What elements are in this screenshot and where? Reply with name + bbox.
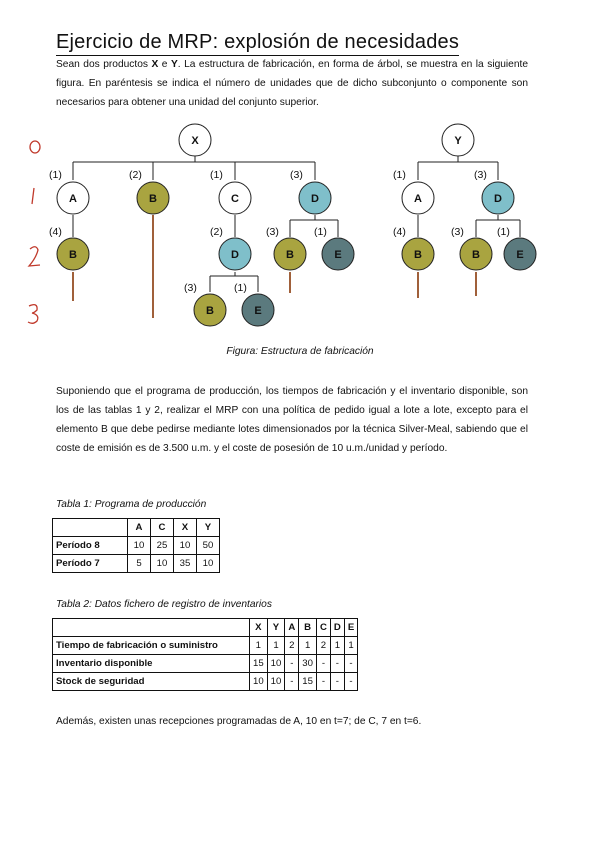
table-cell: -: [344, 673, 357, 691]
table-cell: 10: [267, 673, 285, 691]
qty-label: (4): [49, 226, 62, 238]
row-label: Inventario disponible: [53, 655, 250, 673]
table-cell: -: [330, 673, 344, 691]
qty-label: (3): [184, 282, 197, 294]
table-row: [53, 637, 358, 655]
inventory-table: [52, 618, 358, 691]
structure-figure: [0, 118, 600, 338]
qty-label: (1): [234, 282, 247, 294]
qty-label: (3): [290, 169, 303, 181]
qty-label: (2): [129, 169, 142, 181]
table-cell: 50: [197, 537, 220, 555]
level-marks: [28, 141, 40, 323]
table-cell: -: [344, 655, 357, 673]
qty-label: (3): [266, 226, 279, 238]
problem-paragraph: [56, 382, 528, 458]
table-cell: 1: [344, 637, 357, 655]
table-header-cell: X: [174, 519, 197, 537]
table-header-row: [53, 519, 220, 537]
table-cell: 1: [299, 637, 317, 655]
level-mark-3: [28, 305, 38, 324]
table-cell: 2: [316, 637, 330, 655]
table-cell: 10: [151, 555, 174, 573]
table-cell: 1: [250, 637, 268, 655]
qty-label: (3): [474, 169, 487, 181]
qty-label: (1): [497, 226, 510, 238]
table-header-cell: C: [151, 519, 174, 537]
table-cell: -: [316, 655, 330, 673]
product-y: Y: [170, 59, 178, 70]
level-mark-0: [30, 141, 40, 153]
table-cell: 15: [250, 655, 268, 673]
table-header-cell: A: [128, 519, 151, 537]
node-label: D: [311, 193, 319, 205]
intro-before: Sean dos productos: [56, 59, 152, 70]
table-cell: -: [285, 673, 299, 691]
node-label: D: [494, 193, 502, 205]
table-row: [53, 655, 358, 673]
node-label: B: [69, 249, 77, 261]
qty-label: (1): [210, 169, 223, 181]
table-header-cell: C: [316, 619, 330, 637]
table-header-cell: Y: [267, 619, 285, 637]
node-label: B: [472, 249, 480, 261]
row-label: Período 8: [53, 537, 128, 555]
table-row: [53, 673, 358, 691]
intro-after: . La estructura de fabricación, en forma de árbol, se muestra en la siguiente figura. En paréntesis se indica el número de unidades que de dicho subconjunto o componente son necesarios para obtener una unidad del conjunto superior.: [56, 59, 529, 108]
qty-label: (1): [314, 226, 327, 238]
node-label: B: [206, 305, 214, 317]
qty-label: (2): [210, 226, 223, 238]
table-row: [53, 555, 220, 573]
table-corner-cell: [53, 619, 250, 637]
table-cell: 5: [128, 555, 151, 573]
level-mark-1: [32, 188, 34, 204]
table-header-row: [53, 619, 358, 637]
node-label: E: [254, 305, 262, 317]
table-cell: 35: [174, 555, 197, 573]
table-cell: -: [330, 655, 344, 673]
table-cell: 10: [267, 655, 285, 673]
row-label: Período 7: [53, 555, 128, 573]
table2-caption: Tabla 2: Datos fichero de registro de inventarios: [56, 599, 272, 610]
table-header-cell: X: [250, 619, 268, 637]
production-table: [52, 518, 220, 573]
node-label: B: [414, 249, 422, 261]
node-label: D: [231, 249, 239, 261]
table-cell: 10: [128, 537, 151, 555]
qty-label: (1): [49, 169, 62, 181]
table-cell: 1: [330, 637, 344, 655]
table-cell: 2: [285, 637, 299, 655]
node-label: E: [516, 249, 524, 261]
table-cell: 1: [267, 637, 285, 655]
footer-text: Además, existen unas recepciones programadas de A, 10 en t=7; de C, 7 en t=6.: [56, 716, 422, 727]
problem-text: Suponiendo que el programa de producción, los tiempos de fabricación y el inventario disponible, son los de las tablas 1 y 2, realizar el MRP con una política de pedido igual a lote a lote, excepto para el elemento B que debe pedirse mediante lotes dimensionados por la técnica Silver-Meal, sabiendo que el coste de emisión es de 3.500 u.m. y el coste de posesión de 10 u.m./unidad y período.: [56, 386, 528, 454]
level-mark-2: [29, 247, 40, 266]
node-label: B: [286, 249, 294, 261]
qty-label: (4): [393, 226, 406, 238]
node-label: C: [231, 193, 239, 205]
intro-paragraph: [56, 55, 528, 112]
table-cell: -: [316, 673, 330, 691]
node-label: A: [69, 193, 77, 205]
table-row: [53, 537, 220, 555]
table-cell: 30: [299, 655, 317, 673]
product-x: X: [151, 59, 159, 70]
qty-label: (3): [451, 226, 464, 238]
table1-caption: Tabla 1: Programa de producción: [56, 499, 207, 510]
page-title: Ejercicio de MRP: explosión de necesidades: [56, 31, 459, 56]
node-label: E: [334, 249, 342, 261]
table-header-cell: B: [299, 619, 317, 637]
table-cell: 25: [151, 537, 174, 555]
node-label: A: [414, 193, 422, 205]
table-header-cell: Y: [197, 519, 220, 537]
table-header-cell: D: [330, 619, 344, 637]
table-cell: -: [285, 655, 299, 673]
table-cell: 10: [250, 673, 268, 691]
row-label: Stock de seguridad: [53, 673, 250, 691]
intro-mid: e: [158, 59, 171, 70]
table-header-cell: E: [344, 619, 357, 637]
table-cell: 10: [174, 537, 197, 555]
table-header-cell: A: [285, 619, 299, 637]
figure-caption: Figura: Estructura de fabricación: [226, 346, 374, 357]
row-label: Tiempo de fabricación o suministro: [53, 637, 250, 655]
table-corner-cell: [53, 519, 128, 537]
node-label: B: [149, 193, 157, 205]
node-label: Y: [454, 135, 462, 147]
table-cell: 15: [299, 673, 317, 691]
qty-label: (1): [393, 169, 406, 181]
node-label: X: [191, 135, 199, 147]
table-cell: 10: [197, 555, 220, 573]
